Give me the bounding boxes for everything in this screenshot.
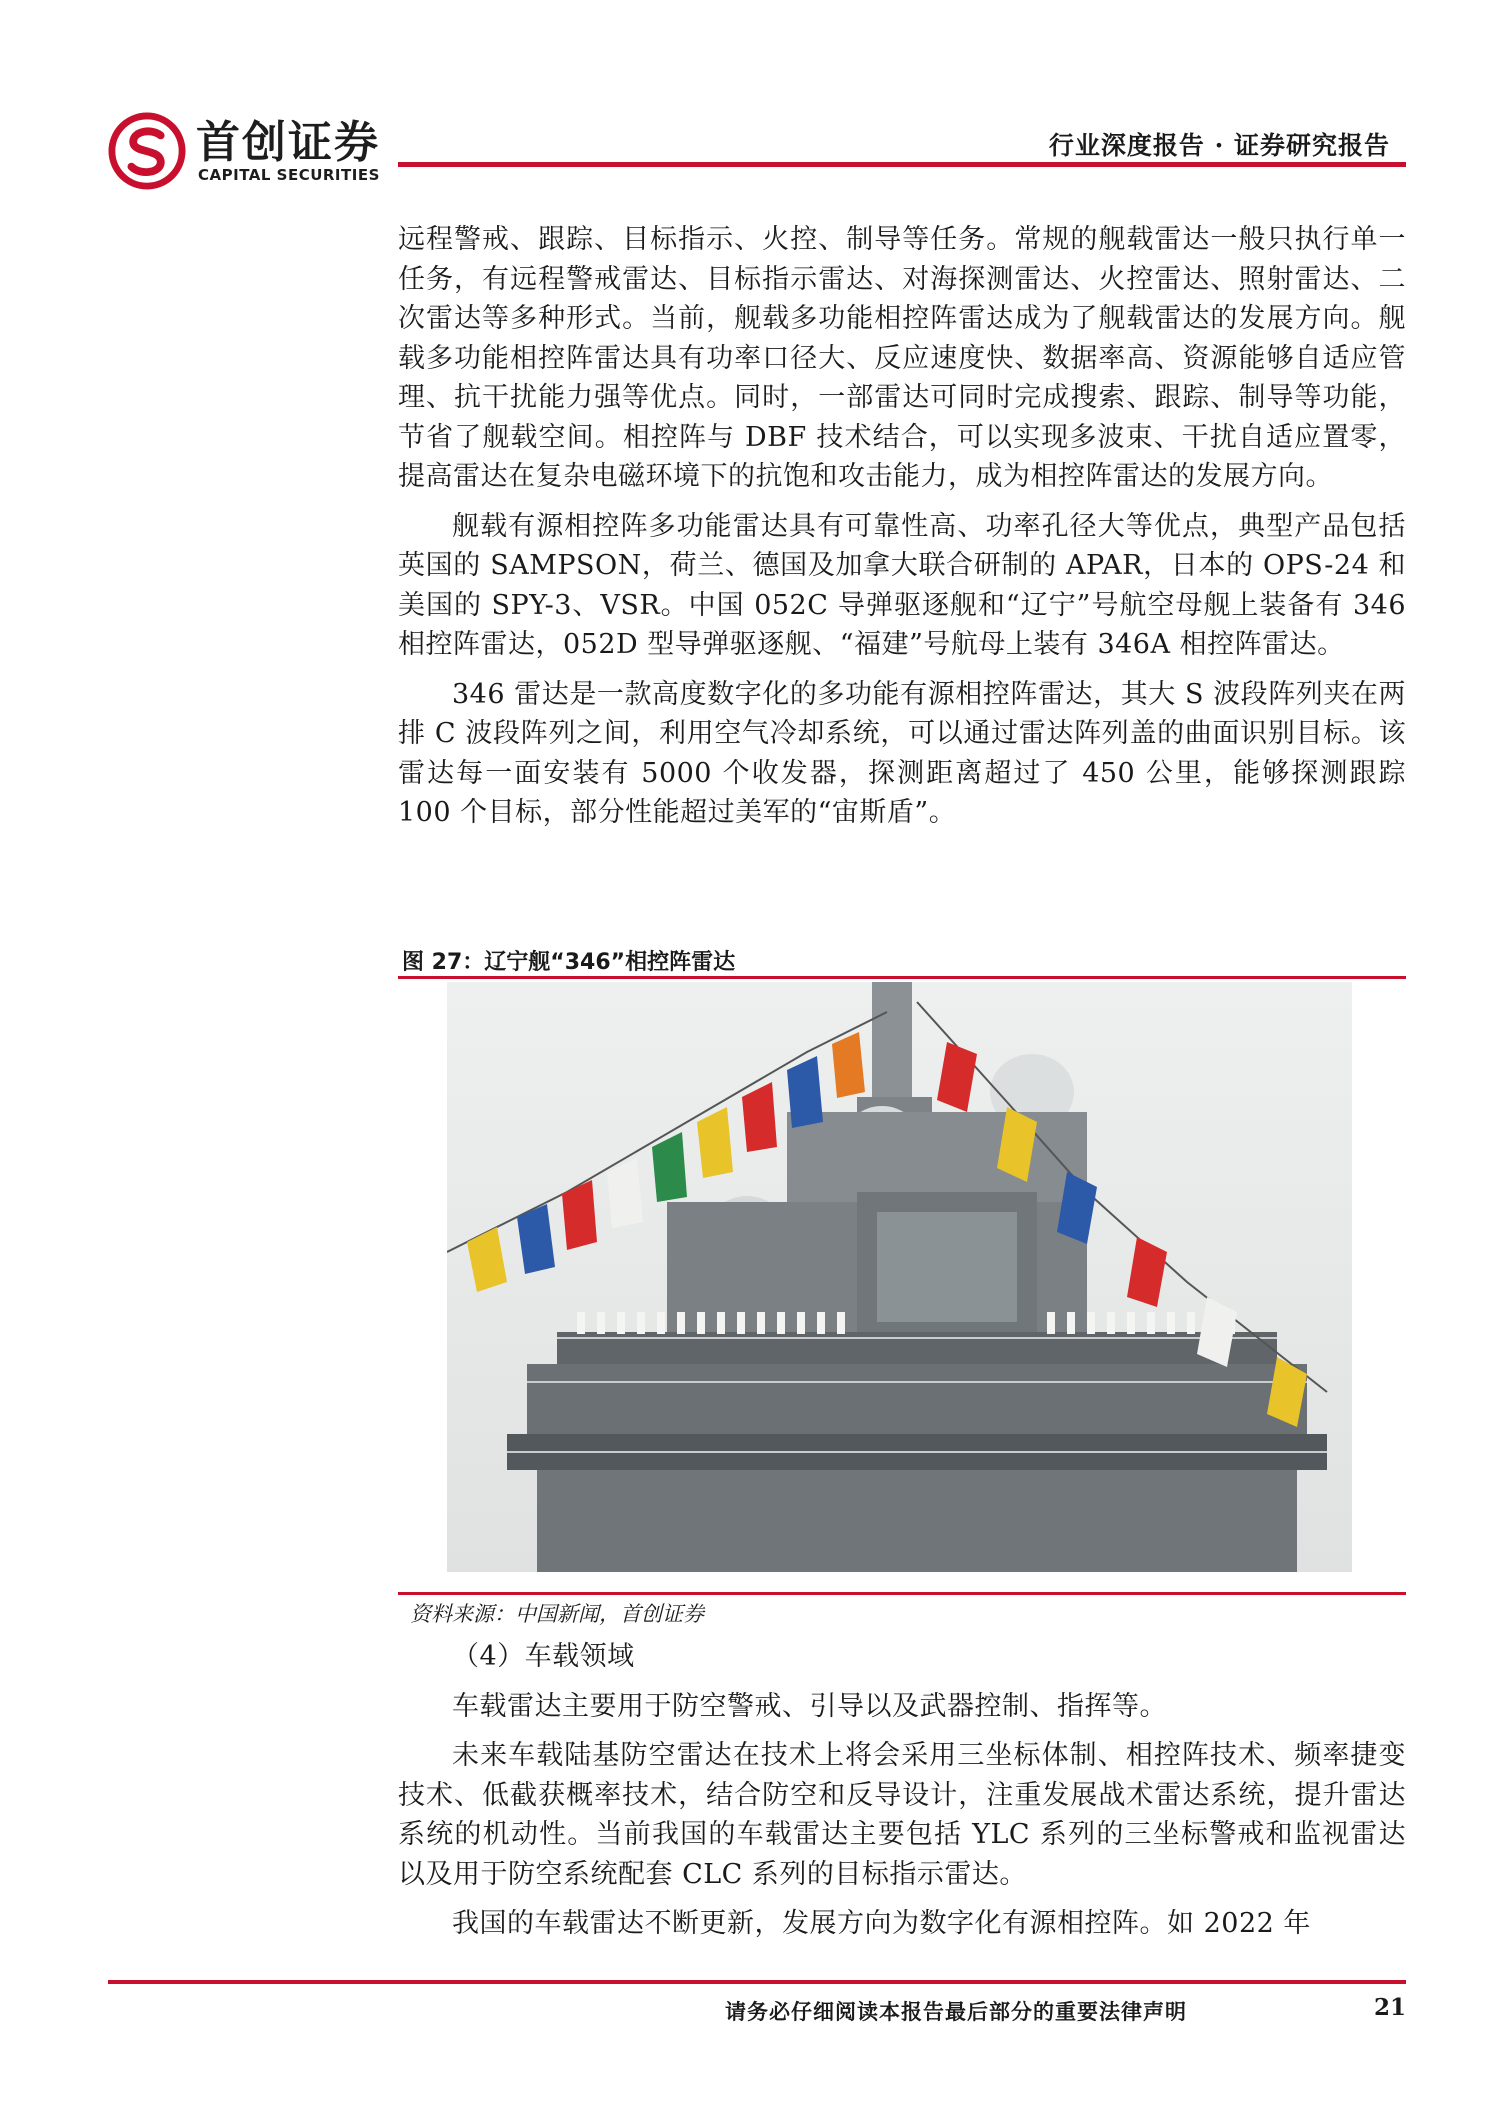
source-divider <box>398 1592 1406 1595</box>
paragraph-346-radar: 346 雷达是一款高度数字化的多功能有源相控阵雷达，其大 S 波段阵列夹在两排 C 波段阵列之间，利用空气冷却系统，可以通过雷达阵列盖的曲面识别目标。该雷达每一面安装有 5000 个收发器，探测距离超过了 450 公里，能够探测跟踪 100 个目标，部分性能超过美军的“宙斯盾”。 <box>398 678 1406 828</box>
paragraph-vehicle-radar-update: 我国的车载雷达不断更新，发展方向为数字化有源相控阵。如 2022 年 <box>452 1908 1311 1939</box>
header-divider <box>398 162 1406 167</box>
page-number: 21 <box>1373 1994 1406 2021</box>
footer-divider <box>108 1980 1406 1984</box>
section-heading-vehicle: （4）车载领域 <box>452 1641 635 1672</box>
logo-english-name: CAPITAL SECURITIES <box>198 166 380 184</box>
capital-securities-logo-icon <box>108 112 186 190</box>
paragraph-shipborne-radar: 远程警戒、跟踪、目标指示、火控、制导等任务。常规的舰载雷达一般只执行单一任务，有远程警戒雷达、目标指示雷达、对海探测雷达、火控雷达、照射雷达、二次雷达等多种形式。当前，舰载多功能相控阵雷达成为了舰载雷达的发展方向。舰载多功能相控阵雷达具有功率口径大、反应速度快、数据率高、资源能够自适应管理、抗干扰能力强等优点。同时，一部雷达可同时完成搜索、跟踪、制导等功能，节省了舰载空间。相控阵与 DBF 技术结合，可以实现多波束、干扰自适应置零，提高雷达在复杂电磁环境下的抗饱和攻击能力，成为相控阵雷达的发展方向。 <box>398 224 1406 492</box>
figure-title: 图 27：辽宁舰“346”相控阵雷达 <box>402 950 736 975</box>
paragraph-active-phased-array: 舰载有源相控阵多功能雷达具有可靠性高、功率孔径大等优点，典型产品包括英国的 SAMPSON，荷兰、德国及加拿大联合研制的 APAR，日本的 OPS-24 和美国的 SPY-3、VSR。中国 052C 导弹驱逐舰和“辽宁”号航空母舰上装备有 346 相控阵雷达，052D 型导弹驱逐舰、“福建”号航母上装有 346A 相控阵雷达。 <box>398 510 1406 660</box>
legal-notice: 请务必仔细阅读本报告最后部分的重要法律声明 <box>725 1999 1187 2024</box>
paragraph-vehicle-radar-use: 车载雷达主要用于防空警戒、引导以及武器控制、指挥等。 <box>452 1690 1167 1722</box>
report-type-label: 行业深度报告 · 证券研究报告 <box>1048 131 1390 160</box>
logo-chinese-name: 首创证券 <box>196 117 380 168</box>
figure-divider <box>398 976 1406 979</box>
liaoning-ship-radar-photo <box>447 982 1352 1572</box>
body-text-bottom <box>398 1637 1406 1954</box>
paragraph-vehicle-radar-future: 未来车载陆基防空雷达在技术上将会采用三坐标体制、相控阵技术、频率捷变技术、低截获概率技术，结合防空和反导设计，注重发展战术雷达系统，提升雷达系统的机动性。当前我国的车载雷达主要包括 YLC 系列的三坐标警戒和监视雷达以及用于防空系统配套 CLC 系列的目标指示雷达。 <box>398 1740 1406 1890</box>
figure-source: 资料来源：中国新闻，首创证券 <box>410 1602 704 1626</box>
body-text-top <box>398 220 1406 843</box>
page-header <box>0 0 1500 190</box>
